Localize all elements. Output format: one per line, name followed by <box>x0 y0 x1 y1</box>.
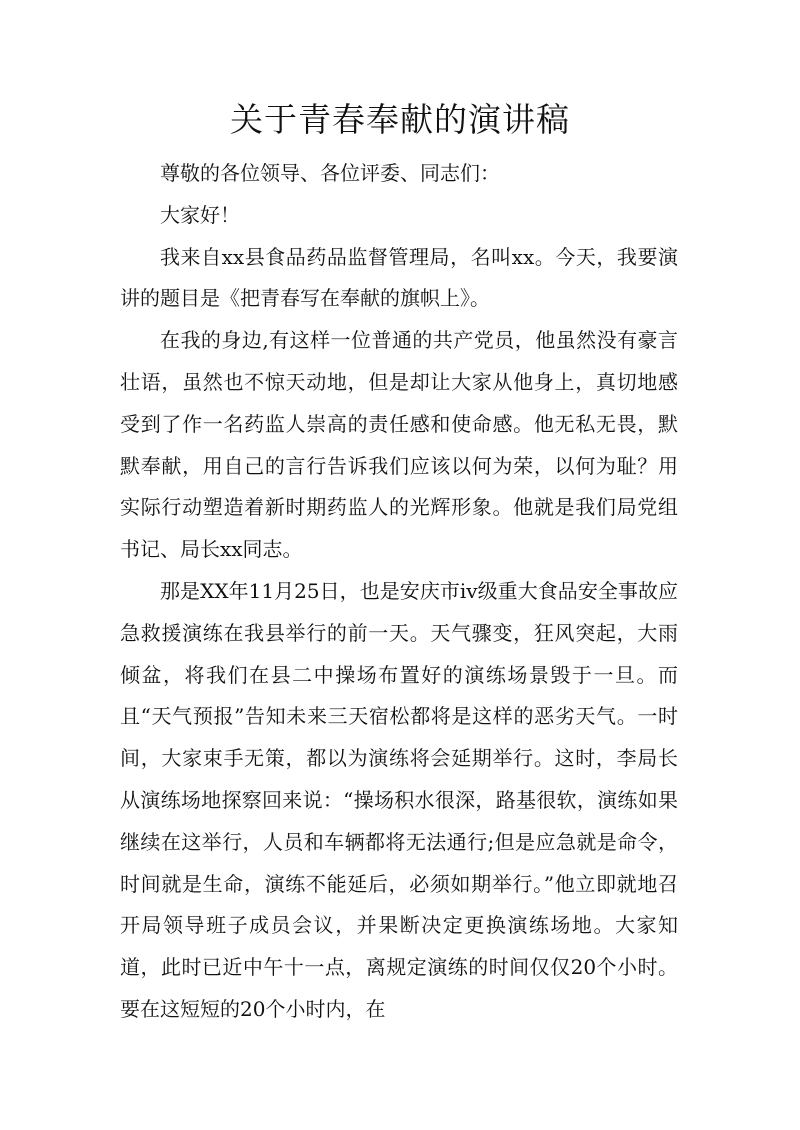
body-paragraph: 那是XX年11月25日，也是安庆市iv级重大食品安全事故应急救援演练在我县举行的前一天。天气骤变，狂风突起，大雨倾盆，将我们在县二中操场布置好的演练场景毁于一旦。而且“天气预报”告知未来三天宿松都将是这样的恶劣天气。一时间，大家束手无策，都以为演练将会延期举行。这时，李局长从演练场地探察回来说：“操场积水很深，路基很软，演练如果继续在这举行，人员和车辆都将无法通行;但是应急就是命令，时间就是生命，演练不能延后，必须如期举行。”他立即就地召开局领导班子成员会议，并果断决定更换演练场地。大家知道，此时已近中午十一点，离规定演练的时间仅仅20个小时。要在这短短的20个小时内，在 <box>120 578 678 1021</box>
greeting-paragraph: 大家好！ <box>160 202 240 227</box>
document-body <box>120 153 678 1031</box>
intro-paragraph: 我来自xx县食品药品监督管理局，名叫xx。今天，我要演讲的题目是《把青春写在奉献的旗帜上》。 <box>120 244 678 311</box>
salutation-paragraph: 尊敬的各位领导、各位评委、同志们： <box>160 161 500 185</box>
document-title: 关于青春奉献的演讲稿 <box>230 100 570 139</box>
body-paragraph: 在我的身边,有这样一位普通的共产党员，他虽然没有豪言壮语，虽然也不惊天动地，但是却让大家从他身上，真切地感受到了作一名药监人崇高的责任感和使命感。他无私无畏，默默奉献，用自己的言行告诉我们应该以何为荣，以何为耻？用实际行动塑造着新时期药监人的光辉形象。他就是我们局党组书记、局长xx同志。 <box>120 328 678 562</box>
